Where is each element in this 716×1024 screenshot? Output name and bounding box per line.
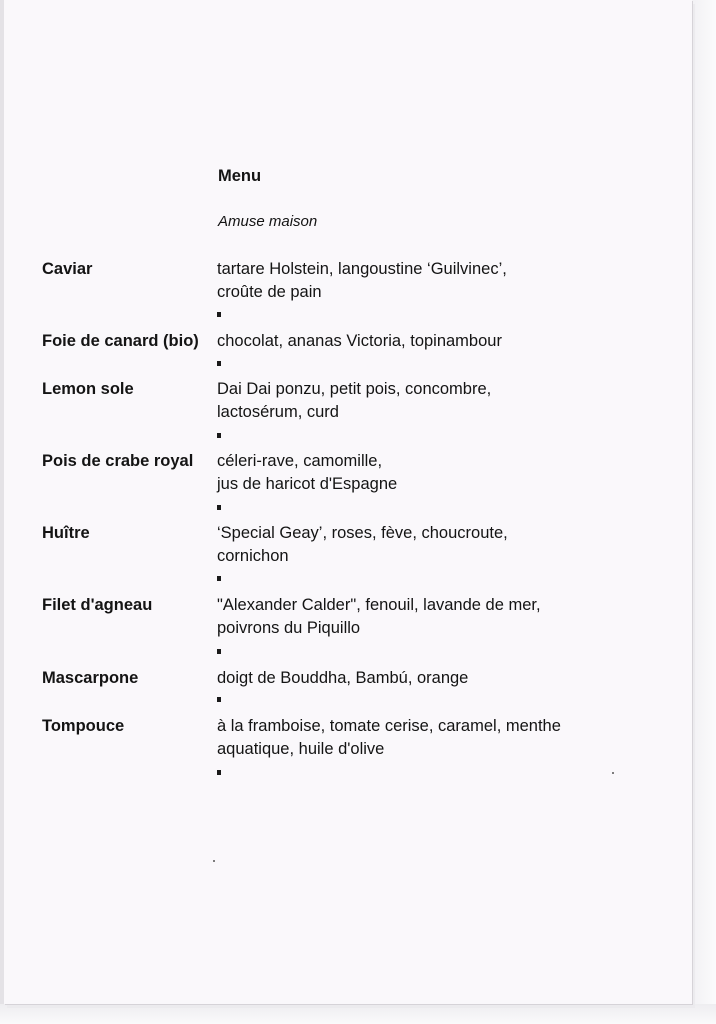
menu-subtitle: Amuse maison (218, 213, 318, 230)
course-description-line: à la framboise, tomate cerise, caramel, menthe (217, 717, 561, 735)
menu-title: Menu (218, 167, 262, 185)
course-name: Filet d'agneau (42, 596, 153, 614)
page-edge-right (692, 0, 716, 1024)
course-description (217, 594, 541, 640)
course-description-line: ‘Special Geay’, roses, fève, choucroute, (217, 524, 508, 542)
separator-mark (217, 312, 221, 317)
separator-mark (217, 576, 221, 581)
separator-mark (217, 697, 221, 702)
course-description-line: chocolat, ananas Victoria, topinambour (217, 332, 502, 350)
paper-speck (213, 860, 215, 862)
course-description (217, 378, 491, 424)
course-description-line: céleri-rave, camomille, (217, 452, 383, 470)
course-description-line: Dai Dai ponzu, petit pois, concombre, (217, 380, 492, 398)
course-description (217, 258, 507, 304)
course-description-line: lactosérum, curd (217, 403, 339, 421)
paper-speck (612, 772, 614, 774)
course-description-line: "Alexander Calder", fenouil, lavande de mer, (217, 596, 541, 614)
course-description-line: aquatique, huile d'olive (217, 740, 385, 758)
separator-mark (217, 770, 221, 775)
course-name: Pois de crabe royal (42, 452, 194, 470)
course-description-line: croûte de pain (217, 283, 322, 301)
course-name: Huître (42, 524, 90, 542)
course-description-line: doigt de Bouddha, Bambú, orange (217, 669, 469, 687)
course-description-line: poivrons du Piquillo (217, 619, 361, 637)
separator-mark (217, 361, 221, 366)
separator-mark (217, 649, 221, 654)
course-description-line: tartare Holstein, langoustine ‘Guilvinec’, (217, 260, 507, 278)
course-description (217, 715, 561, 761)
course-description (217, 450, 397, 496)
course-description (217, 330, 502, 353)
menu-sheet (4, 0, 692, 1004)
separator-mark (217, 433, 221, 438)
course-description (217, 667, 468, 690)
course-description-line: jus de haricot d'Espagne (217, 475, 398, 493)
course-name: Lemon sole (42, 380, 134, 398)
course-name: Tompouce (42, 717, 125, 735)
course-description-line: cornichon (217, 547, 289, 565)
course-name: Caviar (42, 260, 93, 278)
separator-mark (217, 505, 221, 510)
course-description (217, 522, 508, 568)
course-name: Foie de canard (bio) (42, 332, 199, 350)
course-name: Mascarpone (42, 669, 139, 687)
page-edge-bottom (0, 1004, 716, 1024)
